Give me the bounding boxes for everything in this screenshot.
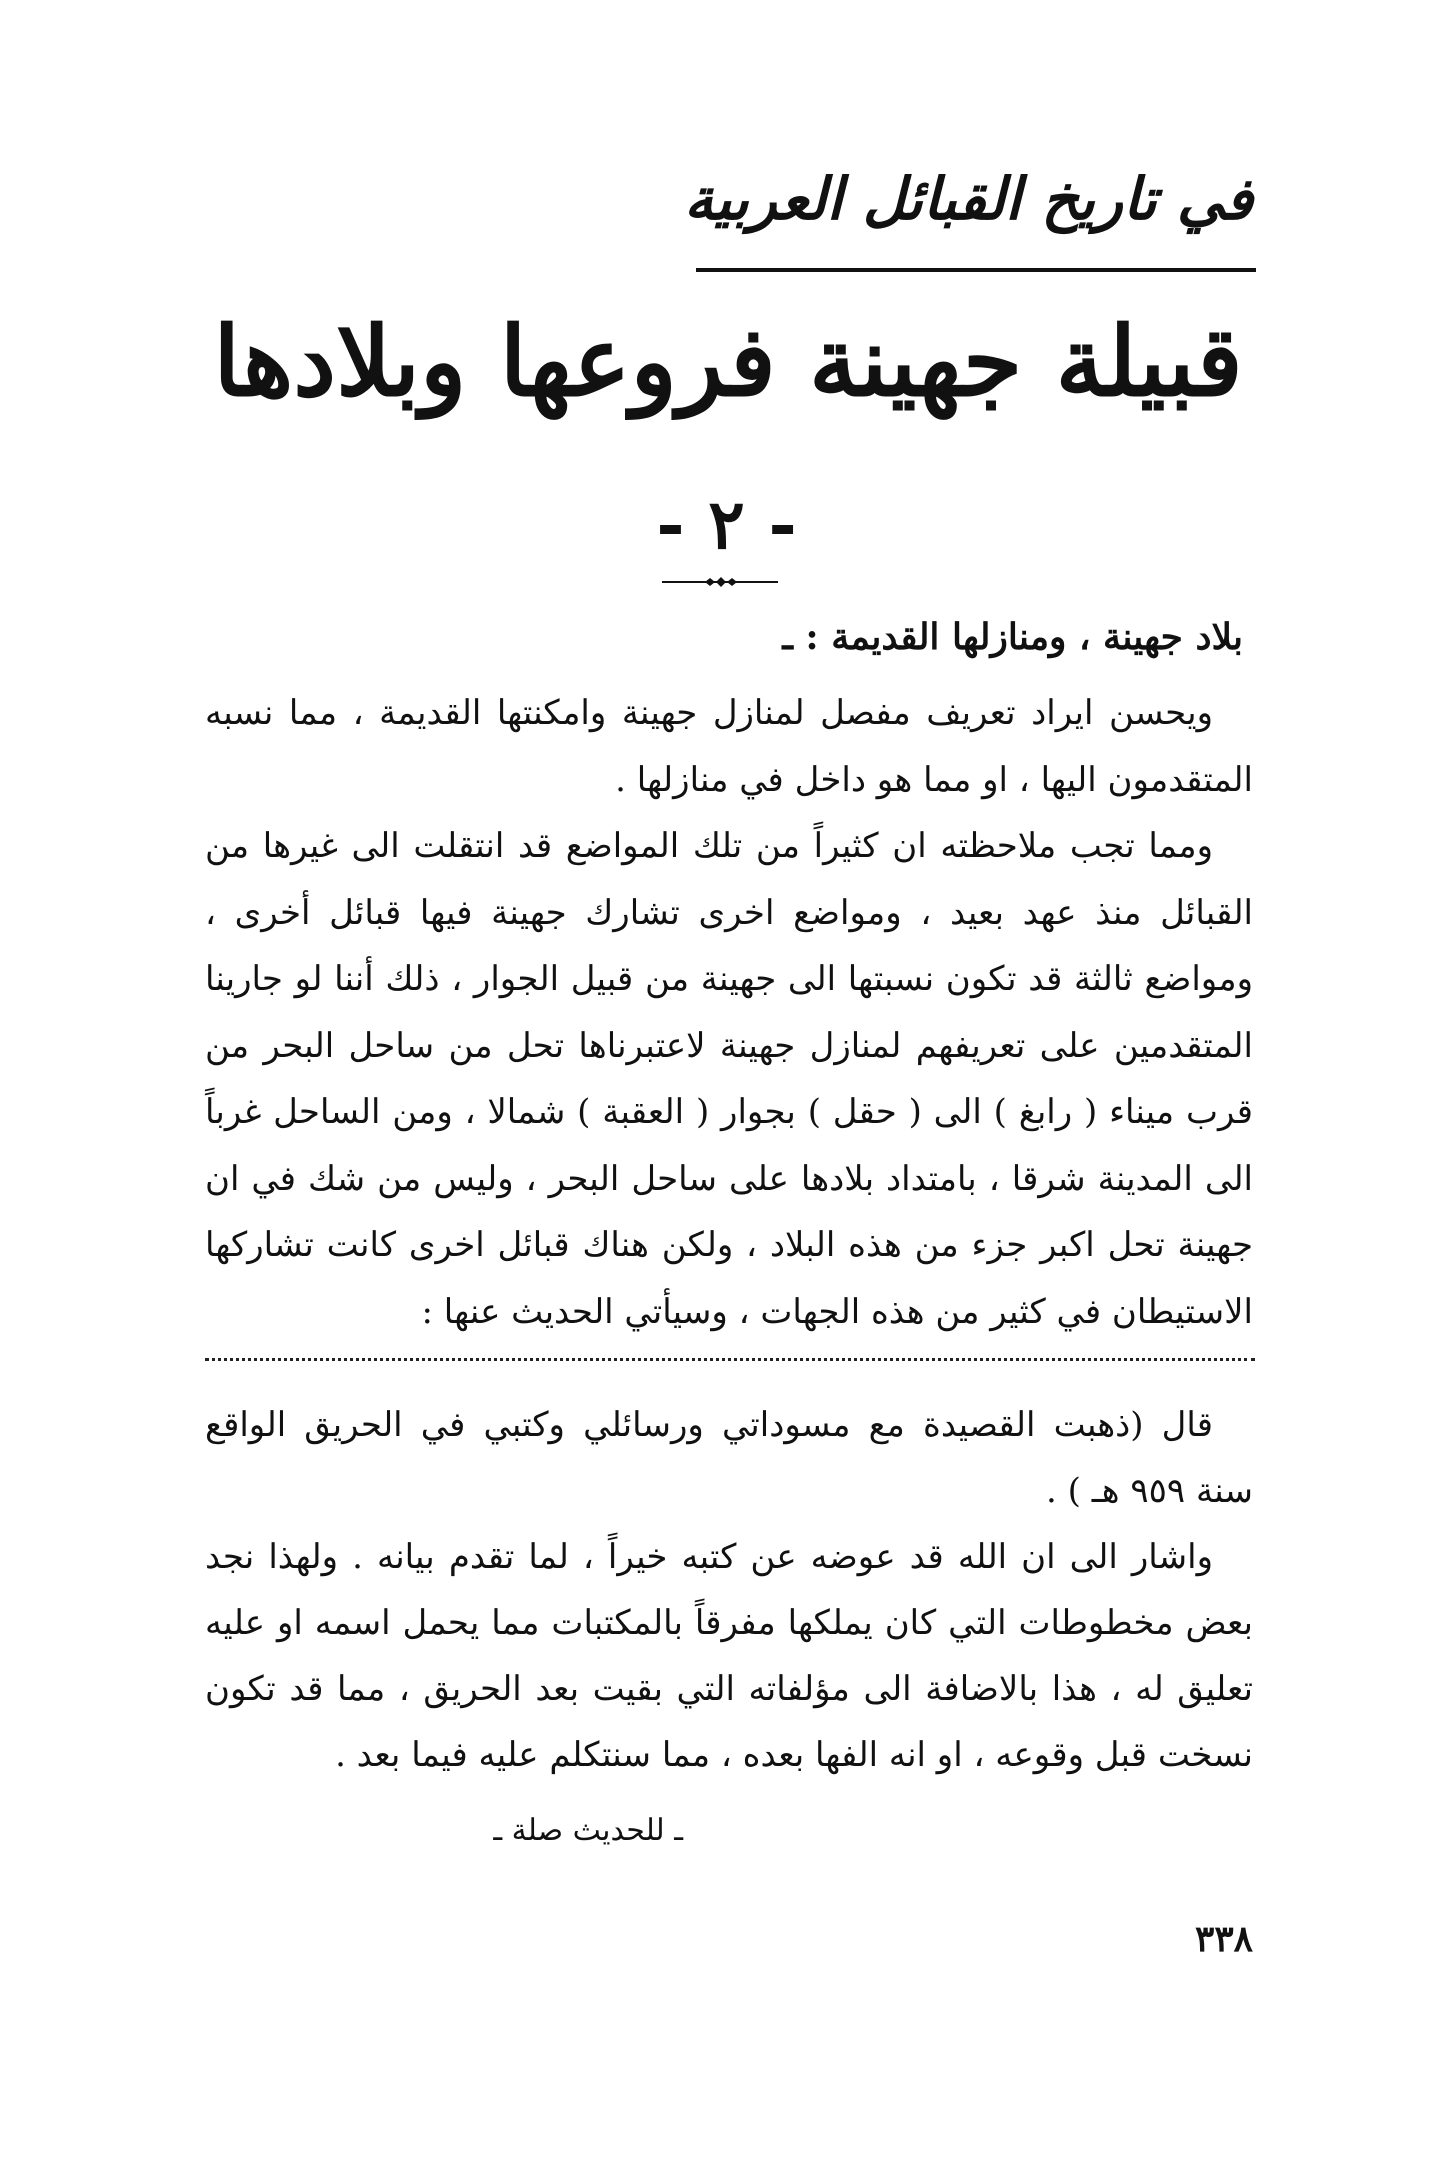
ornament-divider-icon — [660, 572, 780, 592]
paragraph: ويحسن ايراد تعريف مفصل لمنازل جهينة وامكنتها القديمة ، مما نسبه المتقدمون اليها ، او مما هو داخل في منازلها . — [205, 693, 1253, 800]
footnote-paragraph: قال (ذهبت القصيدة مع مسوداتي ورسائلي وكتبي في الحريق الواقع سنة ٩٥٩ هـ ) . — [205, 1405, 1253, 1511]
series-title: في تاريخ القبائل العربية — [684, 165, 1253, 233]
article-title: قبيلة جهينة فروعها وبلادها — [213, 305, 1243, 418]
footnote-separator — [205, 1358, 1255, 1361]
footnote-paragraph: واشار الى ان الله قد عوضه عن كتبه خيراً ، لما تقدم بيانه . ولهذا نجد بعض مخطوطات التي كان يملكها مفرقاً بالمكتبات مما يحمل اسمه او عليه تعليق له ، هذا بالاضافة الى مؤلفاته التي بقيت بعد الحريق ، مما قد تكون نسخت قبل وقوعه ، او انه الفها بعده ، مما سنتكلم عليه فيما بعد . — [205, 1537, 1253, 1775]
series-title-rule — [696, 268, 1256, 272]
body-text — [205, 680, 1253, 1345]
footnote-text — [205, 1392, 1253, 1788]
paragraph: ومما تجب ملاحظته ان كثيراً من تلك المواضع قد انتقلت الى غيرها من القبائل منذ عهد بعيد ، ومواضع اخرى تشارك جهينة فيها قبائل أخرى ، ومواضع ثالثة قد تكون نسبتها الى جهينة من قبيل الجوار ، ذلك أننا لو جارينا المتقدمين على تعريفهم لمنازل جهينة لاعتبرناها تحل من ساحل البحر من قرب ميناء ( رابغ ) الى ( حقل ) بجوار ( العقبة ) شمالا ، ومن الساحل غرباً الى المدينة شرقا ، بامتداد بلادها على ساحل البحر ، وليس من شك في ان جهينة تحل اكبر جزء من هذه البلاد ، ولكن هناك قبائل اخرى كانت تشاركها الاستيطان في كثير من هذه الجهات ، وسيأتي الحديث عنها : — [205, 826, 1253, 1332]
page-number: ٣٣٨ — [1194, 1918, 1253, 1960]
part-number: - ٢ - — [656, 485, 797, 565]
section-heading: بلاد جهينة ، ومنازلها القديمة : ـ — [782, 616, 1243, 658]
to-be-continued: ـ للحديث صلة ـ — [493, 1813, 683, 1848]
